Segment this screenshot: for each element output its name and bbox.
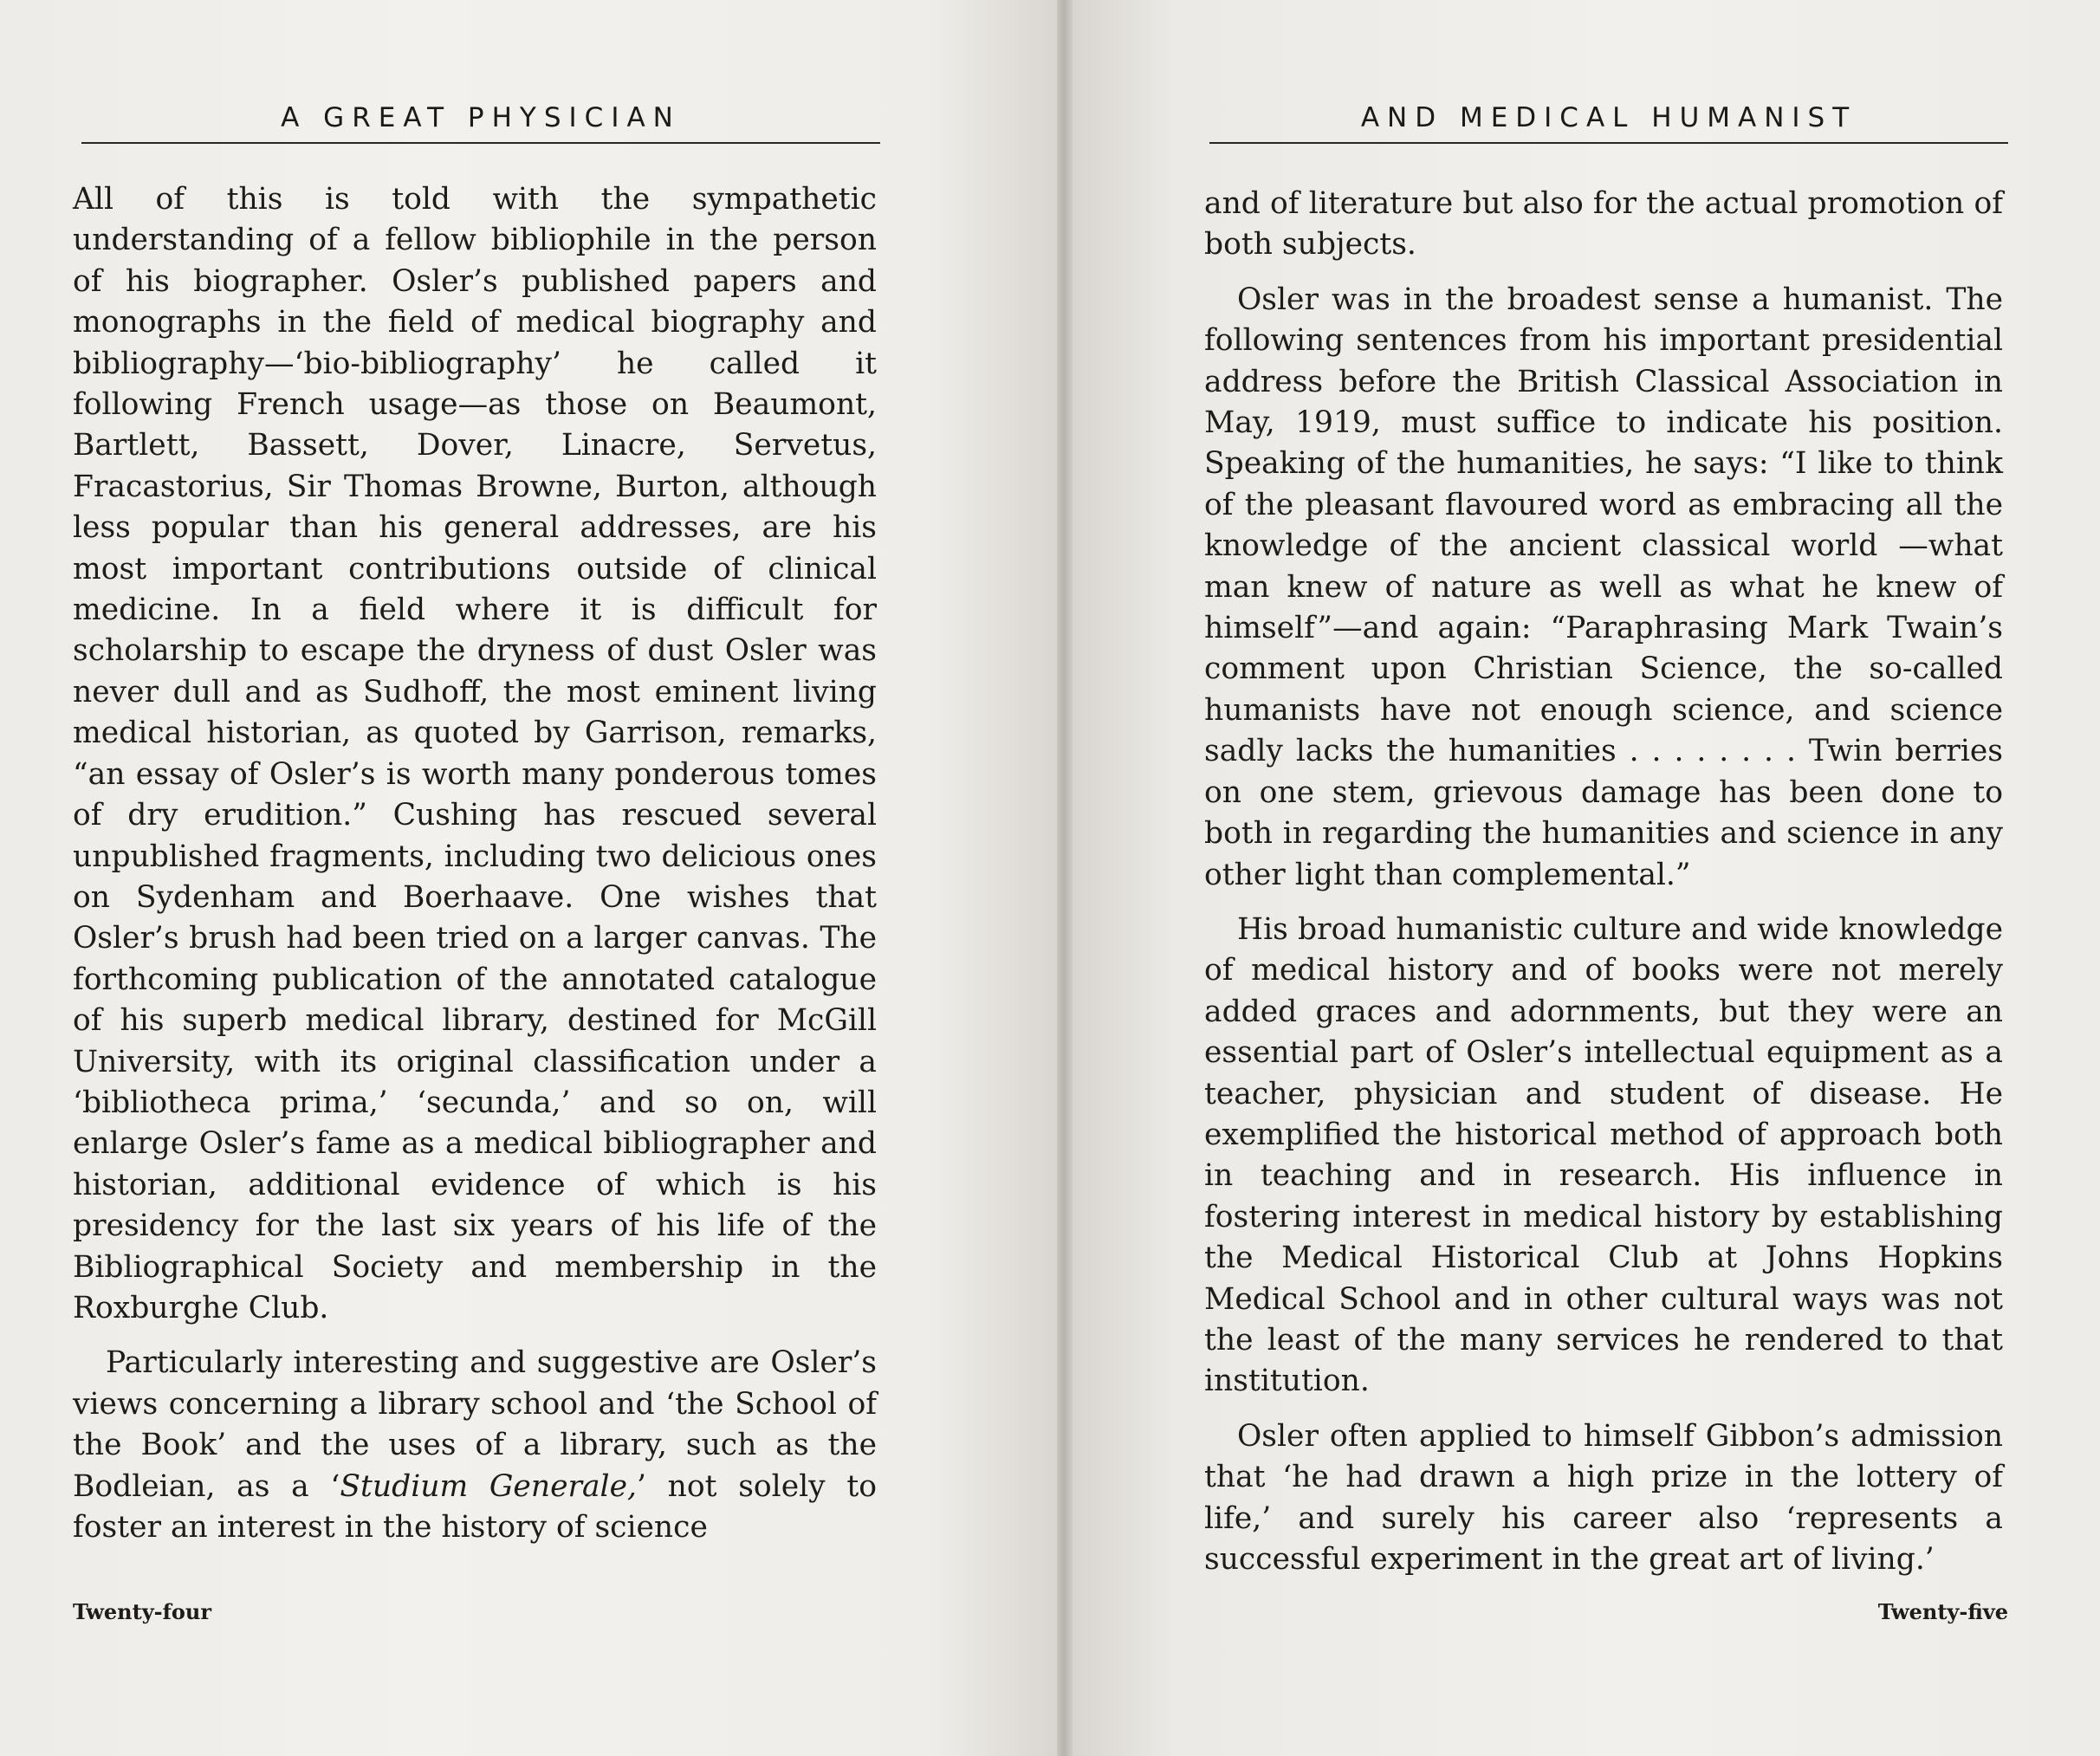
left-paragraph-2-text-b: ’ not solely to foster an interest in the history of science	[73, 1468, 878, 1545]
right-paragraph-1: and of literature but also for the actual promotion of both subjects.	[1204, 186, 2003, 262]
book-gutter	[1057, 0, 1073, 1756]
right-paragraph-2: Osler was in the broadest sense a humanist. The following sentences from his important presidential address before the British Classical Association in May, 1919, must suffice to indicate his position. Speaking of the humanities, he says: “I like to think of the pleasant flavoured word as embracing all the knowledge of the ancient classical world —what man knew of nature as well as what he knew of himself”—and again: “Paraphrasing Mark Twain’s comment upon Christian Science, the so-called humanists have not enough science, and science sadly lacks the humanities . . . . . . . . Twin berries on one stem, grievous damage has been done to both in regarding the humanities and science in any other light than complemental.”	[1204, 282, 2003, 892]
left-paragraph-2-italic: Studium Generale,	[340, 1468, 637, 1504]
left-page-text	[73, 179, 877, 1562]
left-folio: Twenty-four	[73, 1599, 212, 1624]
right-running-head: AND MEDICAL HUMANIST	[1209, 102, 2008, 144]
right-paragraph-3: His broad humanistic culture and wide knowledge of medical history and of books were not merely added graces and adornments, but they were an essential part of Osler’s intellectual equipment as a teacher, physician and student of disease. He exemplified the historical method of approach both in teaching and in research. His influence in fostering interest in medical history by establishing the Medical Historical Club at Johns Hopkins Medical School and in other cultural ways was not the least of the many services he rendered to that institution.	[1204, 911, 2003, 1399]
left-paragraph-1: All of this is told with the sympathetic understanding of a fellow bibliophile in the person of his biographer. Osler’s published papers and monographs in the field of medical biography and bibliography—‘bio-bibliography’ he called it following French usage—as those on Beaumont, Bartlett, Bassett, Dover, Linacre, Servetus, Fracastorius, Sir Thomas Browne, Burton, although less popular than his general addresses, are his most important contributions outside of clinical medicine. In a field where it is difficult for scholarship to escape the dryness of dust Osler was never dull and as Sudhoff, the most eminent living medical historian, as quoted by Garrison, remarks, “an essay of Osler’s is worth many ponderous tomes of dry erudition.” Cushing has rescued several unpublished fragments, including two delicious ones on Sydenham and Boerhaave. One wishes that Osler’s brush had been tried on a larger canvas. The forthcoming publication of the annotated catalogue of his superb medical library, destined for McGill University, with its original classification under a ‘bibliotheca prima,’ ‘secunda,’ and so on, will enlarge Osler’s fame as a medical bibliographer and historian, additional evidence of which is his presidency for the last six years of his life of the Bibliographical Society and membership in the Roxburghe Club.	[73, 182, 877, 1325]
left-paragraph-2	[73, 1343, 877, 1548]
right-page	[1073, 0, 2100, 1756]
right-folio: Twenty-five	[1877, 1599, 2008, 1624]
left-paragraph-2-text-a: Particularly interesting and suggestive are Osler’s views concerning a library school and ‘the School of the Book’ and the uses of a library, such as the Bodleian, as a ‘	[73, 1345, 877, 1504]
right-page-text	[1204, 184, 2003, 1594]
right-paragraph-4: Osler often applied to himself Gibbon’s admission that ‘he had drawn a high prize in the lottery of life,’ and surely his career also ‘represents a successful experiment in the great art of living.’	[1204, 1418, 2003, 1577]
left-running-head: A GREAT PHYSICIAN	[81, 102, 880, 144]
